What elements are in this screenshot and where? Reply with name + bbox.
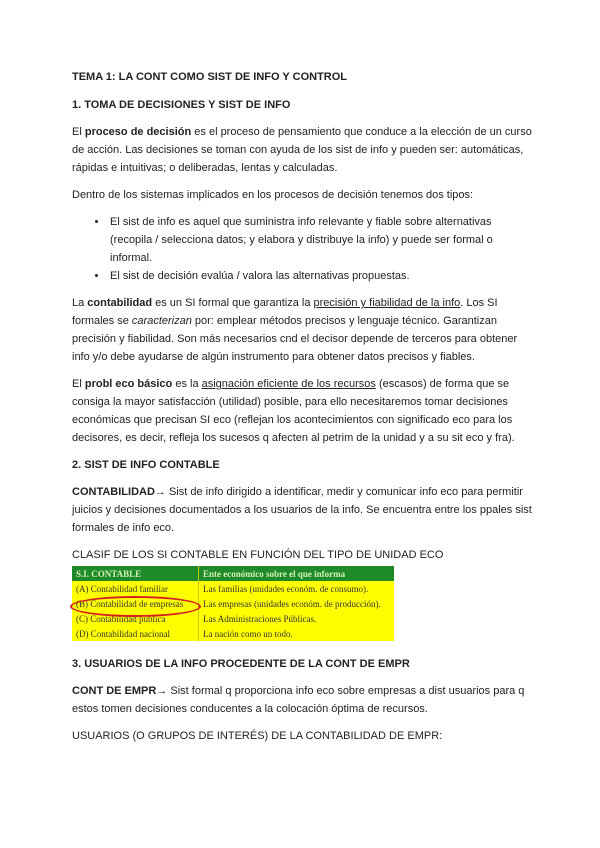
s1-paragraph-1: El proceso de decisión es el proceso de pensamiento que conduce a la elección de un curso de acción. Las decisiones se toman con ayuda de los sist de info y pueden ser: automáticas, rápidas e intuitivas; o deliberadas, lentas y calculadas. xyxy=(72,126,532,174)
s1-paragraph-2: Dentro de los sistemas implicados en los procesos de decisión tenemos dos tipos: xyxy=(72,189,474,201)
table-caption: CLASIF DE LOS SI CONTABLE EN FUNCIÓN DEL TIPO DE UNIDAD ECO xyxy=(72,549,444,561)
table-cell: (C) Contabilidad pública xyxy=(72,611,199,626)
table-cell: Las familias (unidades económ. de consumo). xyxy=(199,581,395,596)
table-cell: Las Administraciones Públicas. xyxy=(199,611,395,626)
s1-bullet-list xyxy=(72,213,532,285)
term-proceso-decision: proceso de decisión xyxy=(84,126,192,138)
table-header-cell: S.I. CONTABLE xyxy=(72,566,199,581)
document-page xyxy=(72,68,532,754)
s3-paragraph-2: USUARIOS (O GRUPOS DE INTERÉS) DE LA CONTABILIDAD DE EMPR: xyxy=(72,730,443,742)
list-item: • El sist de decisión evalúa / valora las alternativas propuestas. xyxy=(108,267,532,285)
table-row xyxy=(72,626,394,641)
term-cont-empr: CONT DE EMPR→ xyxy=(72,685,168,697)
table-cell: (A) Contabilidad familiar xyxy=(72,581,199,596)
si-contable-table xyxy=(72,566,394,641)
section-3-heading: 3. USUARIOS DE LA INFO PROCEDENTE DE LA CONT DE EMPR xyxy=(72,658,410,670)
underlined-asignacion: asignación eficiente de los recursos xyxy=(201,378,376,390)
term-probl-eco: probl eco básico xyxy=(84,378,173,390)
table-header-cell: Ente económico sobre el que informa xyxy=(199,566,395,581)
section-1-heading: 1. TOMA DE DECISIONES Y SIST DE INFO xyxy=(72,99,291,111)
document-title: TEMA 1: LA CONT COMO SIST DE INFO Y CONTROL xyxy=(72,71,348,83)
term-contabilidad: contabilidad xyxy=(87,297,153,309)
s1-paragraph-3: La contabilidad es un SI formal que garantiza la precisión y fiabilidad de la info. Los SI formales se caracterizan por: emplear métodos precisos y lenguaje técnico. Garantizan precisión y fiabilidad. Son más necesarios cnd el decisor depende de terceros para obtener info y/o debe ayudarse de algún instrumento para obtener datos precisos y fiables. xyxy=(72,297,518,363)
list-item: • El sist de info es aquel que suministra info relevante y fiable sobre alternativas (recopila / selecciona datos; y elabora y distribuye la info) y puede ser formal o informal. xyxy=(108,213,532,267)
table-row xyxy=(72,581,394,596)
term-contabilidad-def: CONTABILIDAD→ xyxy=(72,486,166,498)
s2-paragraph-1: CONTABILIDAD→ Sist de info dirigido a identificar, medir y comunicar info eco para permitir juicios y decisiones documentados a los usuarios de la info. Se encuentra entre los ppales sist formales de info eco. xyxy=(72,486,532,534)
underlined-precision: precisión y fiabilidad de la info xyxy=(313,297,461,309)
table-cell: (D) Contabilidad nacional xyxy=(72,626,199,641)
table-cell: La nación como un todo. xyxy=(199,626,395,641)
table-cell-highlighted: (B) Contabilidad de empresas xyxy=(72,596,199,611)
s3-paragraph-1: CONT DE EMPR→ Sist formal q proporciona info eco sobre empresas a dist usuarios para q estos tomen decisiones conducentes a la colocación óptima de recursos. xyxy=(72,685,525,715)
table-cell: Las empresas (unidades económ. de producción). xyxy=(199,596,395,611)
red-circle-annotation xyxy=(70,596,201,617)
s1-paragraph-4: El probl eco básico es la asignación eficiente de los recursos (escasos) de forma que se consiga la mayor satisfacción (utilidad) posible, para ello necesitaremos tomar decisiones económicas que precisan SI eco (reflejan los acontecimientos con significado eco para los decisores, es decir, refleja los sucesos q afecten al petrim de la unidad y a su sit eco y fra). xyxy=(72,378,515,444)
section-2-heading: 2. SIST DE INFO CONTABLE xyxy=(72,459,220,471)
table-header-row xyxy=(72,566,394,581)
table-row xyxy=(72,596,394,611)
